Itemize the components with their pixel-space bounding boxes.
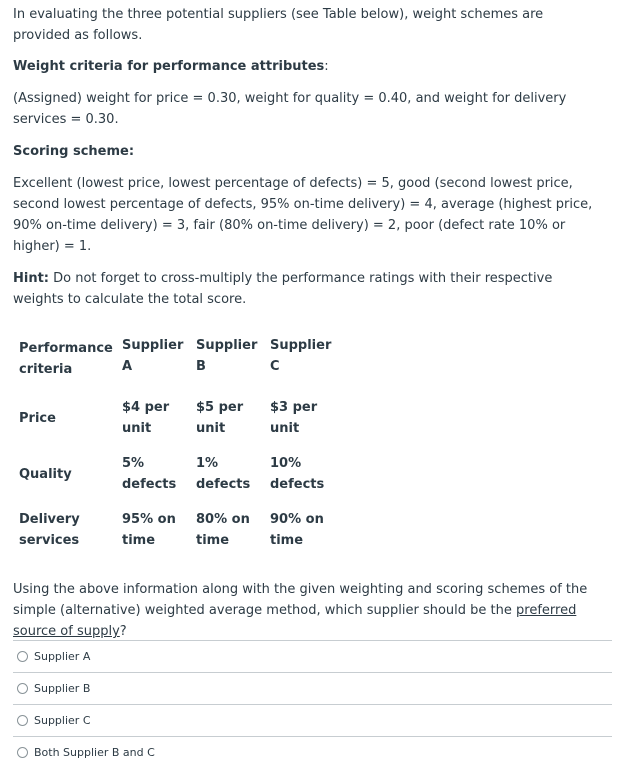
cell-supplier-a: $4 per unit xyxy=(122,400,170,436)
table-row xyxy=(13,390,342,446)
cell-criteria: Delivery services xyxy=(19,512,80,548)
cell-supplier-a: 5% defects xyxy=(122,456,177,492)
header-supplier-a: Supplier A xyxy=(122,338,184,374)
weights-paragraph: (Assigned) weight for price = 0.30, weight for quality = 0.40, and weight for delivery services = 0.30. xyxy=(13,91,567,127)
scoring-heading: Scoring scheme: xyxy=(13,144,135,159)
answer-option[interactable] xyxy=(13,704,612,736)
radio-button[interactable] xyxy=(17,651,28,662)
glossary-link[interactable]: preferred source of supply xyxy=(13,603,577,639)
header-supplier-c: Supplier C xyxy=(270,338,332,374)
answer-label[interactable]: Both Supplier B and C xyxy=(34,746,155,759)
cell-supplier-b: 1% defects xyxy=(196,456,251,492)
question-suffix: ? xyxy=(119,624,127,639)
table-row xyxy=(13,502,342,558)
table-row xyxy=(13,446,342,502)
answer-label[interactable]: Supplier C xyxy=(34,714,91,727)
question-prefix: Using the above information along with the given weighting and scoring schemes of the simple (alternative) weighted average method, which supplier should be the xyxy=(13,582,588,618)
answer-option[interactable] xyxy=(13,736,612,768)
cell-criteria: Quality xyxy=(19,466,72,482)
hint-paragraph xyxy=(13,268,595,310)
scoring-paragraph: Excellent (lowest price, lowest percentage of defects) = 5, good (second lowest price, second lowest percentage of defects, 95% on-time delivery) = 4, average (highest price, 90% on-time delivery) = 3, fair (80% on-time delivery) = 2, poor (defect rate 10% or higher) = 1. xyxy=(13,176,593,254)
answer-list xyxy=(13,640,612,768)
weight-heading-colon: : xyxy=(324,59,329,74)
table-header-row xyxy=(13,330,342,390)
answer-label[interactable]: Supplier A xyxy=(34,650,91,663)
question-body xyxy=(13,4,595,310)
supplier-table xyxy=(13,330,342,558)
header-criteria: Performance criteria xyxy=(19,341,113,377)
header-supplier-b: Supplier B xyxy=(196,338,258,374)
cell-supplier-b: $5 per unit xyxy=(196,400,244,436)
cell-supplier-a: 95% on time xyxy=(122,512,176,548)
hint-text: Do not forget to cross-multiply the performance ratings with their respective weights to calculate the total score. xyxy=(13,271,553,307)
radio-button[interactable] xyxy=(17,683,28,694)
cell-supplier-c: 90% on time xyxy=(270,512,324,548)
question-text xyxy=(13,579,613,642)
cell-supplier-b: 80% on time xyxy=(196,512,250,548)
radio-button[interactable] xyxy=(17,747,28,758)
cell-supplier-c: $3 per unit xyxy=(270,400,318,436)
radio-button[interactable] xyxy=(17,715,28,726)
weight-heading xyxy=(13,56,595,77)
hint-label: Hint: xyxy=(13,271,50,286)
answer-label[interactable]: Supplier B xyxy=(34,682,91,695)
cell-criteria: Price xyxy=(19,410,56,426)
weight-heading-text: Weight criteria for performance attributes xyxy=(13,59,325,74)
intro-paragraph: In evaluating the three potential suppliers (see Table below), weight schemes are provided as follows. xyxy=(13,7,544,43)
cell-supplier-c: 10% defects xyxy=(270,456,325,492)
answer-option[interactable] xyxy=(13,640,612,672)
answer-option[interactable] xyxy=(13,672,612,704)
